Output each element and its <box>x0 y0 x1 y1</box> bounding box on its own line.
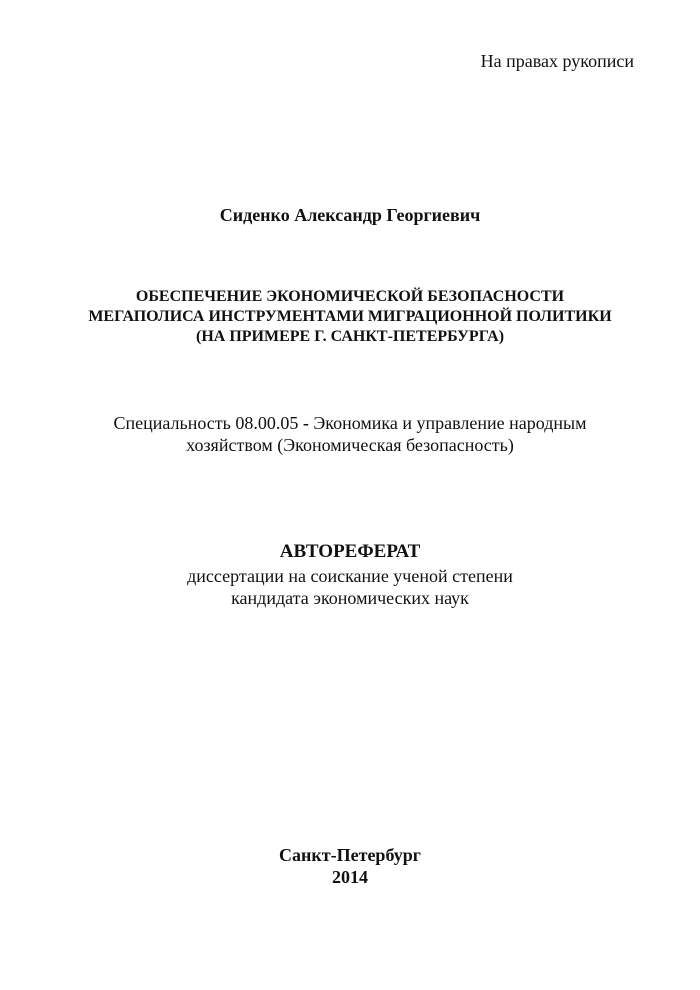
specialty-block <box>0 412 700 456</box>
specialty-dash: - <box>298 413 314 433</box>
specialty-name: Экономика и управление народным <box>313 413 587 433</box>
manuscript-note: На правах рукописи <box>480 51 634 71</box>
author-name: Сиденко Александр Георгиевич <box>219 205 481 225</box>
title-line: ОБЕСПЕЧЕНИЕ ЭКОНОМИЧЕСКОЙ БЕЗОПАСНОСТИ <box>135 288 565 305</box>
document-description <box>0 565 700 609</box>
description-line: диссертации на соискание ученой степени <box>187 566 513 586</box>
specialty-code: Специальность 08.00.05 <box>113 413 299 433</box>
specialty-line-2: хозяйством (Экономическая безопасность) <box>186 435 514 455</box>
title-line: МЕГАПОЛИСА ИНСТРУМЕНТАМИ МИГРАЦИОННОЙ ПОЛИТИКИ <box>88 308 612 325</box>
publication-place: Санкт-Петербург <box>279 845 421 865</box>
description-line: кандидата экономических наук <box>231 588 469 608</box>
title-line: (НА ПРИМЕРЕ Г. САНКТ-ПЕТЕРБУРГА) <box>195 328 505 345</box>
document-type: АВТОРЕФЕРАТ <box>279 541 421 562</box>
dissertation-title <box>0 287 700 347</box>
specialty-line-1 <box>0 412 700 434</box>
publication-year: 2014 <box>332 867 368 887</box>
